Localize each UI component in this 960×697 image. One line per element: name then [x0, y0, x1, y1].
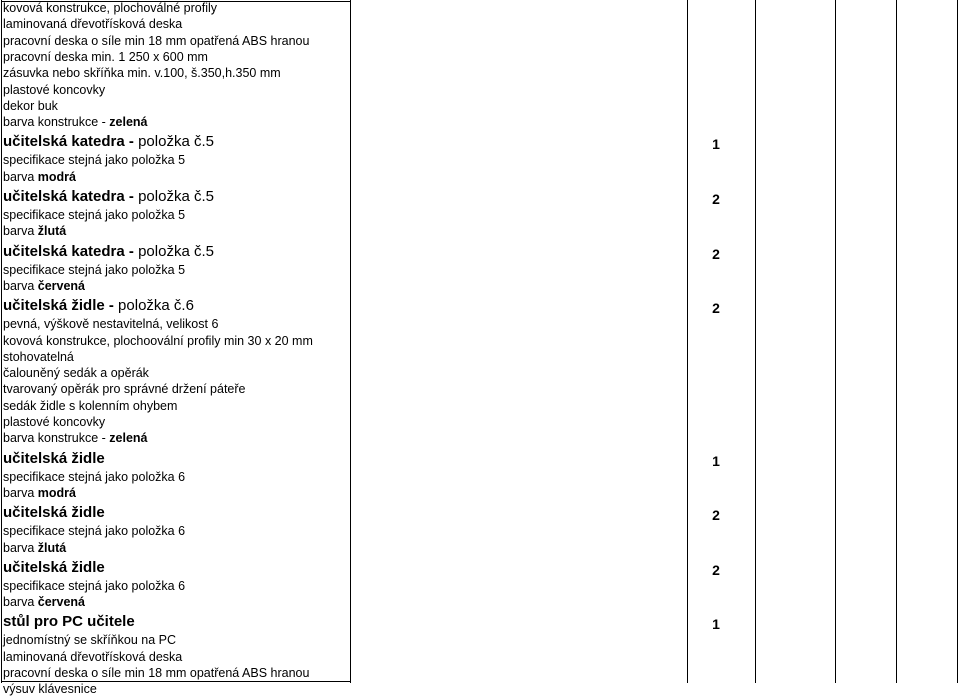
item-line [3, 33, 309, 49]
item-text: barva konstrukce - [3, 431, 110, 446]
item-line [3, 82, 105, 98]
quantity-cell: 1 [712, 136, 720, 153]
item-line [3, 430, 148, 446]
item-text: stůl pro PC učitele [3, 613, 135, 631]
item-heading [3, 450, 105, 468]
item-text: zásuvka nebo skříňka min. v.100, š.350,h.350 mm [3, 66, 281, 81]
grid-line [1, 0, 2, 683]
item-heading [3, 559, 105, 577]
item-text: specifikace stejná jako položka 5 [3, 262, 186, 277]
item-line [3, 16, 182, 32]
item-line [3, 349, 74, 365]
quantity-cell: 2 [712, 191, 720, 207]
item-text: barva konstrukce - [3, 115, 110, 130]
grid-line [896, 0, 897, 683]
item-heading [3, 613, 135, 631]
item-text: položka č.5 [138, 133, 214, 151]
grid-line [957, 0, 958, 683]
item-line [3, 169, 76, 185]
item-text: plastové koncovky [3, 82, 106, 97]
item-line [3, 316, 218, 332]
item-text: dekor buk [3, 98, 58, 113]
item-text: výsuv klávesnice [3, 682, 97, 697]
item-text: laminovaná dřevotřísková deska [3, 649, 183, 664]
item-line [3, 523, 185, 539]
item-text: položka č.6 [118, 297, 194, 315]
item-heading [3, 133, 214, 151]
item-text: kovová konstrukce, plochoovální profily min 30 x 20 mm [3, 333, 313, 348]
item-line [3, 649, 182, 665]
item-text: specifikace stejná jako položka 5 [3, 208, 186, 222]
item-text: učitelská židle [3, 504, 105, 522]
item-text: specifikace stejná jako položka 6 [3, 469, 186, 484]
item-line [3, 594, 85, 610]
item-text: modrá [37, 485, 76, 500]
item-text: zelená [109, 431, 148, 446]
item-text: zelená [109, 115, 148, 130]
grid-line [755, 0, 756, 683]
item-heading [3, 188, 214, 206]
quantity-cell: 2 [712, 245, 720, 262]
item-text: pracovní deska o síle min 18 mm opatřená ABS hranou [3, 666, 310, 680]
item-text: položka č.5 [138, 242, 214, 260]
item-text: barva [3, 595, 38, 610]
item-text: barva [3, 278, 38, 293]
item-line [3, 0, 217, 16]
item-line [3, 98, 58, 114]
item-line [3, 540, 66, 556]
item-text: modrá [37, 169, 76, 184]
item-line [3, 278, 85, 294]
item-line [3, 223, 66, 239]
item-text: stohovatelná [3, 349, 74, 364]
item-text: sedák židle s kolenním ohybem [3, 398, 178, 413]
item-line [3, 632, 176, 648]
item-text: učitelská katedra - [3, 133, 139, 151]
quantity-cell: 1 [712, 616, 720, 633]
item-text: červená [37, 278, 86, 293]
item-text: barva [3, 540, 38, 555]
item-text: učitelská židle - [3, 297, 119, 315]
item-line [3, 578, 185, 594]
item-line [3, 262, 185, 278]
item-line [3, 665, 309, 681]
item-line [3, 469, 185, 485]
item-text: pracovní deska o síle min 18 mm opatřená ABS hranou [3, 33, 310, 48]
grid-line [350, 0, 351, 683]
item-text: pracovní deska min. 1 250 x 600 mm [3, 49, 208, 64]
item-line [3, 414, 105, 430]
item-line [3, 485, 76, 501]
quantity-cell: 2 [712, 300, 720, 317]
item-heading [3, 504, 105, 522]
item-text: učitelská židle [3, 449, 105, 467]
item-heading [3, 297, 194, 315]
item-line [3, 152, 185, 168]
item-text: barva [3, 224, 38, 239]
item-text: čalouněný sedák a opěrák [3, 366, 149, 381]
item-line [3, 333, 313, 349]
item-text: položka č.5 [138, 188, 214, 205]
quantity-cell: 1 [712, 452, 720, 469]
item-text: žlutá [37, 224, 67, 239]
item-text: učitelská židle [3, 558, 105, 576]
item-text: učitelská katedra - [3, 188, 139, 205]
item-line [3, 207, 185, 223]
item-line [3, 381, 246, 397]
item-text: pevná, výškově nestavitelná, velikost 6 [3, 317, 219, 332]
quantity-cell: 2 [712, 507, 720, 524]
item-text: červená [37, 595, 86, 610]
item-text: specifikace stejná jako položka 5 [3, 153, 186, 168]
grid-line [835, 0, 836, 683]
item-text: jednomístný se skříňkou na PC [3, 633, 176, 648]
item-text: specifikace stejná jako položka 6 [3, 524, 186, 539]
quantity-cell: 2 [712, 561, 720, 578]
grid-line [687, 0, 688, 683]
item-line [3, 681, 97, 697]
item-text: barva [3, 485, 38, 500]
item-text: kovová konstrukce, plochoválné profily [3, 1, 218, 15]
item-text: barva [3, 169, 38, 184]
item-heading [3, 243, 214, 261]
item-text: specifikace stejná jako položka 6 [3, 578, 186, 593]
item-line [3, 398, 177, 414]
item-line [3, 365, 149, 381]
item-line [3, 49, 208, 65]
item-text: žlutá [37, 540, 67, 555]
item-line [3, 114, 148, 130]
item-text: tvarovaný opěrák pro správné držení páteře [3, 382, 246, 397]
item-text: plastové koncovky [3, 415, 106, 429]
item-line [3, 65, 281, 81]
item-text: laminovaná dřevotřísková deska [3, 17, 183, 32]
item-text: učitelská katedra - [3, 242, 139, 260]
